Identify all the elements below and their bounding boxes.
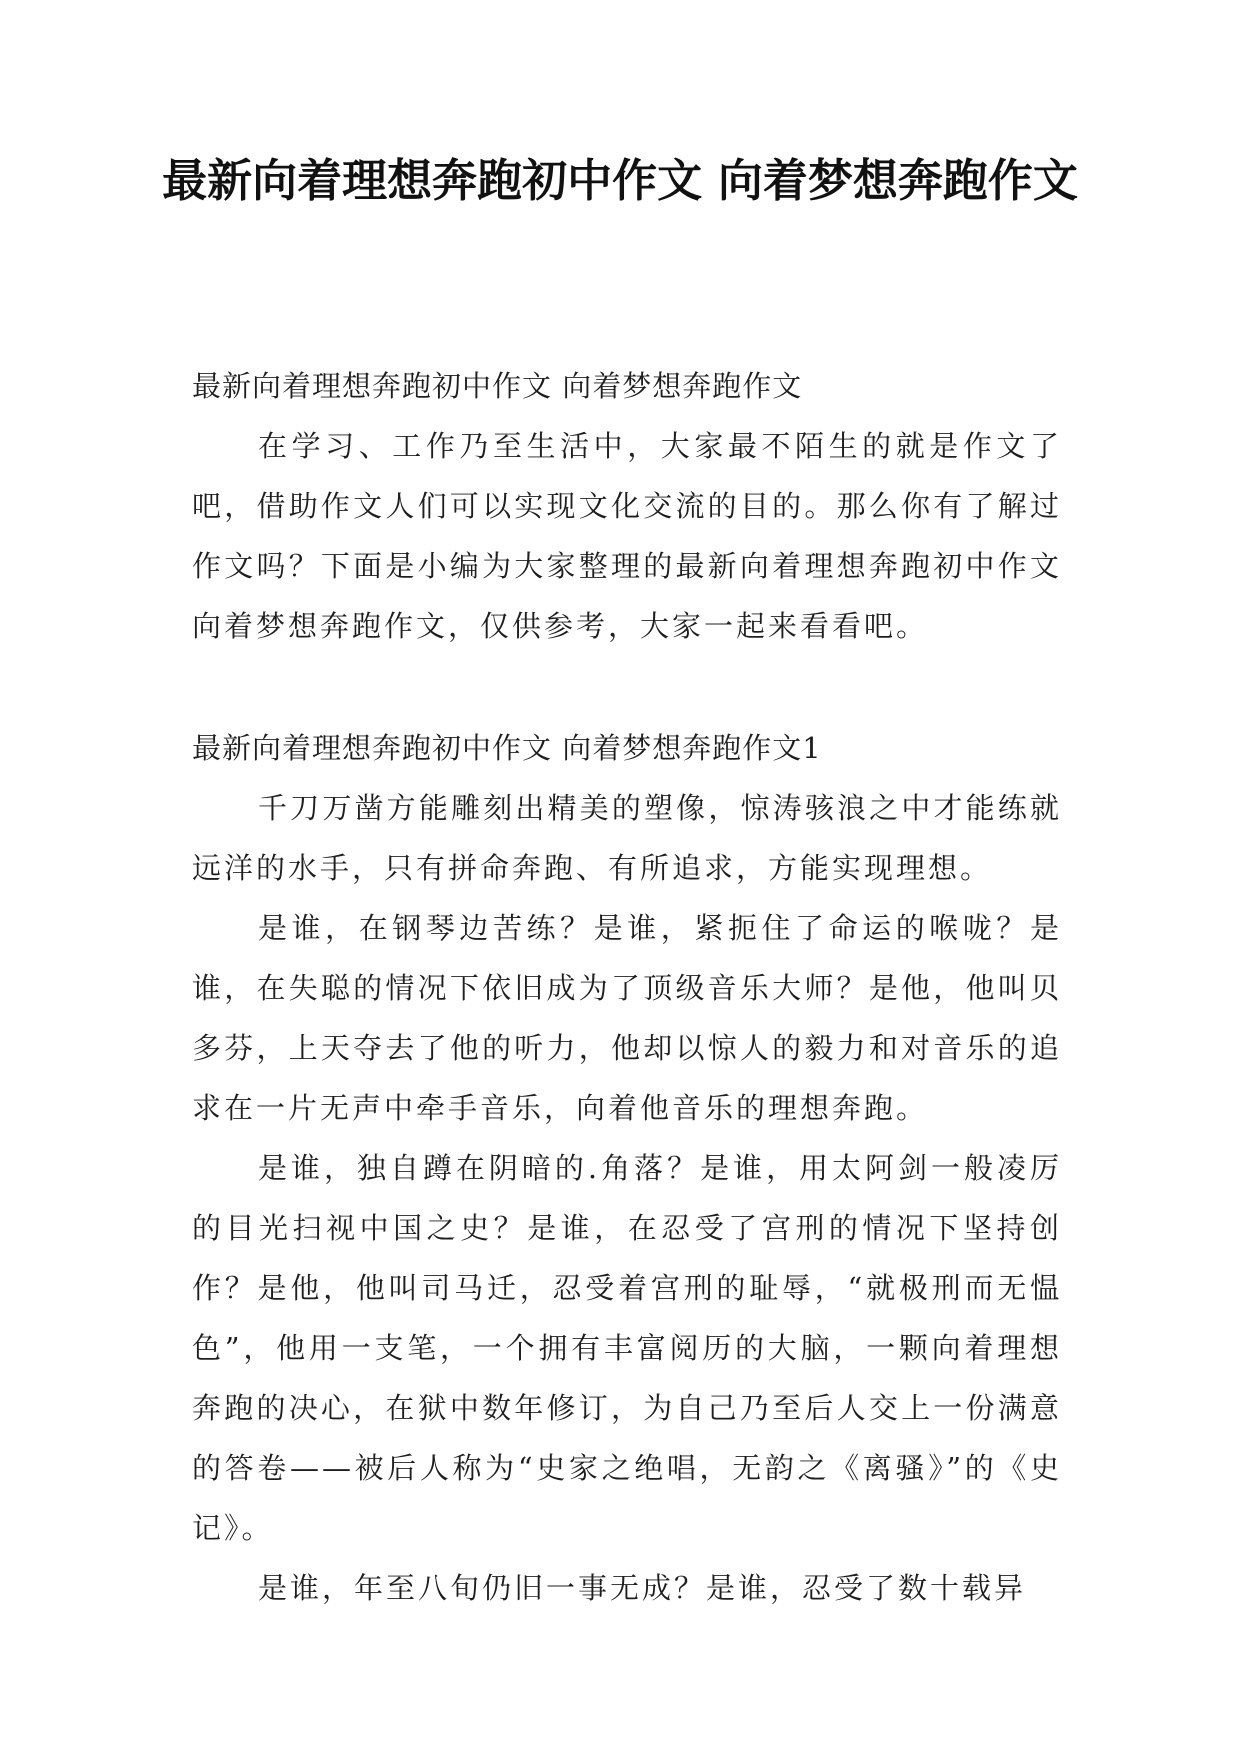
document-subtitle: 最新向着理想奔跑初中作文 向着梦想奔跑作文 (192, 369, 803, 403)
section-heading: 最新向着理想奔跑初中作文 向着梦想奔跑作文1 (192, 731, 822, 765)
document-title: 最新向着理想奔跑初中作文 向着梦想奔跑作文 (162, 154, 1078, 207)
body-paragraph: 是谁，年至八旬仍旧一事无成？是谁，忍受了数十载异 (258, 1571, 1027, 1605)
body-paragraph: 是谁，独自蹲在阴暗的.角落？是谁，用太阿剑一般凌厉的目光扫视中国之史？是谁，在忍受了宫刑的情况下坚持创作？是他，他叫司马迁，忍受着宫刑的耻辱，“就极刑而无愠色”，他用一支笔，一个拥有丰富阅历的大脑，一颗向着理想奔跑的决心，在狱中数年修订，为自己乃至后人交上一份满意的答卷——被后人称为“史家之绝唱，无韵之《离骚》”的《史记》。 (192, 1151, 1062, 1545)
intro-paragraph: 在学习、工作乃至生活中，大家最不陌生的就是作文了吧，借助作文人们可以实现文化交流的目的。那么你有了解过作文吗？下面是小编为大家整理的最新向着理想奔跑初中作文 向着梦想奔跑作文，仅供参考，大家一起来看看吧。 (192, 429, 1062, 643)
section-spacer (192, 656, 1062, 718)
document-body (192, 356, 1062, 1618)
body-paragraph: 千刀万凿方能雕刻出精美的塑像，惊涛骇浪之中才能练就远洋的水手，只有拼命奔跑、有所追求，方能实现理想。 (192, 791, 1062, 885)
body-paragraph: 是谁，在钢琴边苦练？是谁，紧扼住了命运的喉咙？是谁，在失聪的情况下依旧成为了顶级音乐大师？是他，他叫贝多芬，上天夺去了他的听力，他却以惊人的毅力和对音乐的追求在一片无声中牵手音乐，向着他音乐的理想奔跑。 (192, 911, 1062, 1125)
